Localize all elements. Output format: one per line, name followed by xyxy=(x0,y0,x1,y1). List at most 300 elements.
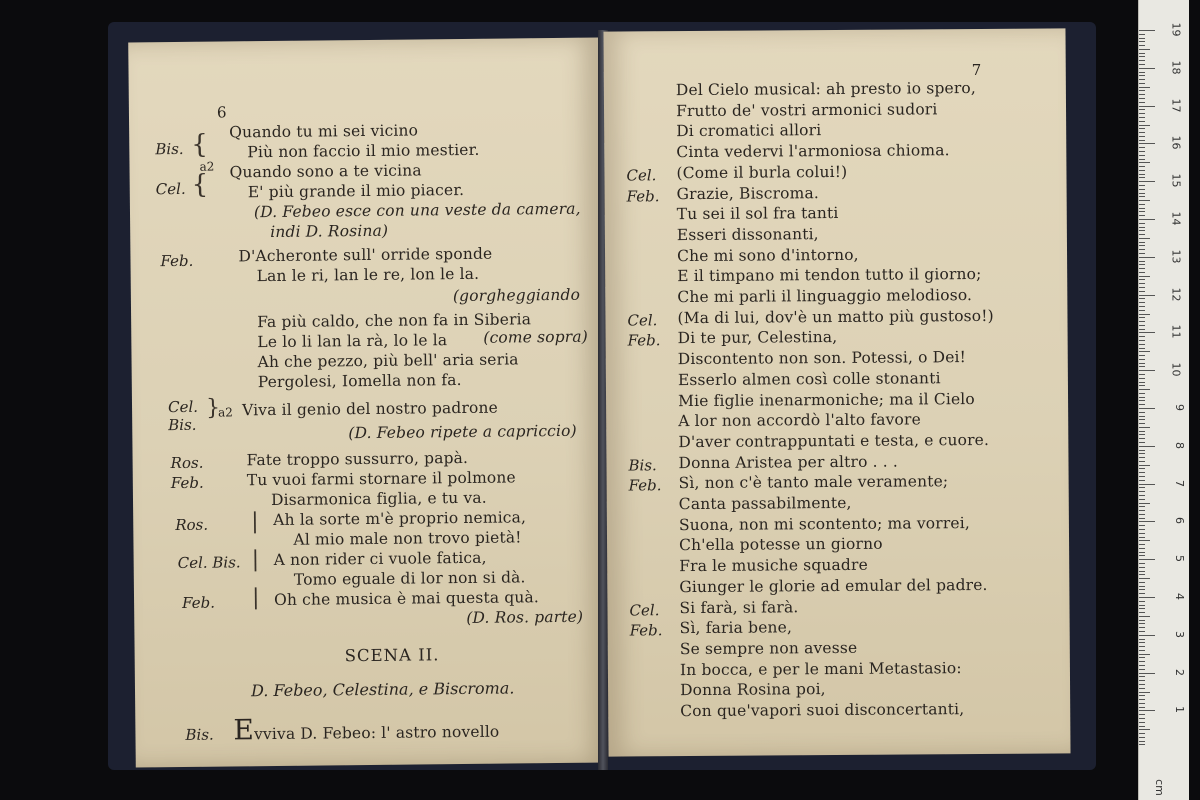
ruler-tick xyxy=(1139,608,1145,609)
ruler-tick xyxy=(1139,605,1145,606)
ruler-tick xyxy=(1139,457,1145,458)
ruler-tick xyxy=(1139,593,1145,594)
ruler-tick xyxy=(1139,366,1145,367)
speaker-label: Bis. xyxy=(185,725,214,744)
ruler-tick xyxy=(1139,140,1145,141)
ruler-tick xyxy=(1139,684,1145,685)
brace: | xyxy=(251,509,259,535)
ruler-tick xyxy=(1139,245,1145,246)
ruler-tick xyxy=(1139,408,1155,409)
ruler-tick xyxy=(1139,306,1145,307)
verse-line: Lan le ri, lan le re, lon le la. xyxy=(256,264,480,286)
verse-line: Donna Rosina poi, xyxy=(680,680,826,700)
verse-line: Donna Aristea per altro . . . xyxy=(678,452,899,472)
ruler-tick xyxy=(1139,276,1150,277)
ruler-number: 6 xyxy=(1173,517,1186,525)
ruler-tick xyxy=(1139,669,1145,670)
ruler-tick xyxy=(1139,404,1145,405)
ruler-tick xyxy=(1139,589,1145,590)
ruler-tick xyxy=(1139,657,1145,658)
ruler-tick xyxy=(1139,416,1145,417)
ruler-tick xyxy=(1139,434,1145,435)
ruler-tick xyxy=(1139,650,1145,651)
verse-line: Le lo li lan la rà, lo le la xyxy=(257,331,448,352)
ruler-tick xyxy=(1139,540,1150,541)
ruler-tick xyxy=(1139,692,1150,693)
ruler-number: 12 xyxy=(1169,287,1183,302)
brace: { xyxy=(191,169,209,200)
ruler-tick xyxy=(1139,151,1145,152)
ruler-number: 3 xyxy=(1173,630,1186,638)
ruler-tick xyxy=(1139,438,1145,439)
ruler-tick xyxy=(1139,574,1145,575)
ruler-tick xyxy=(1139,616,1150,617)
ruler-tick xyxy=(1139,359,1145,360)
ruler-tick xyxy=(1139,230,1145,231)
ruler-tick xyxy=(1139,193,1145,194)
ruler-tick xyxy=(1139,72,1145,73)
verse-line: Pergolesi, Iomella non fa. xyxy=(257,371,462,392)
verse-line: Fra le musiche squadre xyxy=(679,555,868,576)
ruler-tick xyxy=(1139,646,1145,647)
ruler-tick xyxy=(1139,113,1145,114)
ruler-tick xyxy=(1139,484,1155,485)
verse-line: Fa più caldo, che non fa in Siberia xyxy=(257,310,532,332)
speaker-label: Bis. xyxy=(628,455,657,475)
verse-line: Se sempre non avesse xyxy=(679,638,858,658)
verse-line: Giunger le glorie ad emular del padre. xyxy=(679,575,988,596)
ruler-tick xyxy=(1139,676,1145,677)
verse-line: A lor non accordò l'alto favore xyxy=(678,410,921,431)
ruler-tick xyxy=(1139,718,1145,719)
verse-line: Canta passabilmente, xyxy=(678,493,852,514)
ruler-tick xyxy=(1139,53,1145,54)
ruler-tick xyxy=(1139,227,1145,228)
verse-line: Quando tu mi sei vicino xyxy=(229,121,419,142)
ruler-tick xyxy=(1139,60,1145,61)
ruler-tick xyxy=(1139,143,1155,144)
ruler-tick xyxy=(1139,548,1145,549)
ruler-tick xyxy=(1139,446,1155,447)
ruler-tick xyxy=(1139,200,1150,201)
ruler-tick xyxy=(1139,94,1145,95)
ruler-tick xyxy=(1139,419,1145,420)
verse-line: Più non faccio il mio mestier. xyxy=(247,140,480,162)
verse-line: Grazie, Biscroma. xyxy=(676,183,819,203)
ruler-tick xyxy=(1139,642,1145,643)
speaker-label: Cel. xyxy=(167,397,199,417)
ruler-tick xyxy=(1139,109,1145,110)
ruler-tick xyxy=(1139,453,1145,454)
ruler-tick xyxy=(1139,729,1150,730)
ruler-tick xyxy=(1139,563,1145,564)
ruler-tick xyxy=(1139,744,1145,745)
ruler-tick xyxy=(1139,480,1145,481)
brace: } xyxy=(205,395,221,421)
ruler-tick xyxy=(1139,329,1145,330)
verse-line: In bocca, e per le mani Metastasio: xyxy=(679,658,962,679)
ruler-tick xyxy=(1139,476,1145,477)
ruler-tick xyxy=(1139,559,1155,560)
ruler-tick xyxy=(1139,601,1145,602)
speaker-label: Cel. xyxy=(629,600,660,619)
speaker-label: Cel. xyxy=(627,310,658,330)
verse-line: Ah che pezzo, più bell' aria seria xyxy=(257,350,519,372)
ruler-tick xyxy=(1139,196,1145,197)
a2-mark: a2 xyxy=(218,405,233,420)
stage-direction: (D. Febeo ripete a capriccio) xyxy=(348,421,577,443)
ruler-tick xyxy=(1139,174,1145,175)
ruler-tick xyxy=(1139,733,1145,734)
stage-direction: (gorgheggiando xyxy=(452,285,581,306)
verse-line: Del Cielo musical: ah presto io spero, xyxy=(675,79,976,100)
verse-line: Sì, faria bene, xyxy=(679,618,793,638)
ruler-tick xyxy=(1139,680,1145,681)
verse-line: Mie figlie inenarmoniche; ma il Cielo xyxy=(677,389,975,410)
verse-line: Esseri dissonanti, xyxy=(676,225,819,245)
ruler-number: 16 xyxy=(1169,135,1183,150)
verse-line: E' più grande il mio piacer. xyxy=(247,180,465,202)
speaker-label: Cel. xyxy=(626,166,657,185)
verse-line: E il timpano mi tendon tutto il giorno; xyxy=(677,265,982,286)
ruler-tick xyxy=(1139,317,1145,318)
speaker-label: Feb. xyxy=(626,186,660,205)
ruler-tick xyxy=(1139,468,1145,469)
ruler-tick xyxy=(1139,302,1145,303)
page-number: 7 xyxy=(971,60,982,80)
a2-mark: a2 xyxy=(199,159,215,174)
ruler-tick xyxy=(1139,242,1145,243)
ruler-number: 11 xyxy=(1169,324,1183,339)
ruler-tick xyxy=(1139,423,1145,424)
ruler-tick xyxy=(1139,597,1155,598)
ruler-tick xyxy=(1139,314,1150,315)
ruler-tick xyxy=(1139,325,1145,326)
verse-line xyxy=(233,711,499,747)
stage-direction: indi D. Rosina) xyxy=(270,221,389,242)
left-page xyxy=(128,38,606,768)
ruler-tick xyxy=(1139,79,1145,80)
ruler-tick xyxy=(1139,272,1145,273)
ruler-number: 17 xyxy=(1169,98,1183,113)
ruler-tick xyxy=(1139,261,1145,262)
ruler-tick xyxy=(1139,208,1145,209)
ruler-tick xyxy=(1139,427,1150,428)
ruler-tick xyxy=(1139,654,1150,655)
stage-direction: (come sopra) xyxy=(483,327,588,347)
ruler-tick xyxy=(1139,450,1145,451)
verse-line: Frutto de' vostri armonici sudori xyxy=(675,99,938,120)
verse-line: Tu vuoi farmi stornare il polmone xyxy=(246,468,516,490)
ruler-tick xyxy=(1139,287,1145,288)
ruler-tick xyxy=(1139,544,1145,545)
ruler-tick xyxy=(1139,298,1145,299)
ruler-tick xyxy=(1139,688,1145,689)
drop-initial: E xyxy=(233,713,255,747)
ruler-tick xyxy=(1139,673,1155,674)
ruler-tick xyxy=(1139,503,1150,504)
ruler-tick xyxy=(1139,56,1145,57)
ruler-tick xyxy=(1139,363,1145,364)
ruler-tick xyxy=(1139,41,1145,42)
ruler-tick xyxy=(1139,571,1145,572)
speaker-label: Ros. xyxy=(170,453,204,473)
ruler-number: 9 xyxy=(1173,404,1186,411)
verse-line: Suona, non mi scontento; ma vorrei, xyxy=(678,513,970,534)
ruler-tick xyxy=(1139,30,1155,31)
ruler-tick xyxy=(1139,283,1145,284)
ruler-tick xyxy=(1139,400,1145,401)
ruler-tick xyxy=(1139,117,1145,118)
ruler-number: 7 xyxy=(1173,479,1186,487)
ruler-tick xyxy=(1139,521,1155,522)
ruler-tick xyxy=(1139,552,1145,553)
ruler-tick xyxy=(1139,378,1145,379)
ruler-tick xyxy=(1139,38,1145,39)
verse-line: Che mi parli il linguaggio melodioso. xyxy=(677,286,973,307)
ruler-tick xyxy=(1139,412,1145,413)
ruler-tick xyxy=(1139,128,1145,129)
speaker-label: Feb. xyxy=(181,593,216,612)
ruler-tick xyxy=(1139,64,1145,65)
ruler-tick xyxy=(1139,219,1155,220)
verse-line: Tomo eguale di lor non si dà. xyxy=(293,568,526,589)
ruler-tick xyxy=(1139,707,1145,708)
ruler-number: 13 xyxy=(1169,249,1183,264)
verse-line: (Come il burla colui!) xyxy=(676,162,848,182)
verse-line: Viva il genio del nostro padrone xyxy=(241,398,499,420)
verse-line: Di cromatici allori xyxy=(676,121,822,141)
ruler-tick xyxy=(1139,90,1145,91)
ruler-tick xyxy=(1139,132,1145,133)
ruler-tick xyxy=(1139,34,1145,35)
ruler-tick xyxy=(1139,514,1145,515)
ruler-tick xyxy=(1139,177,1145,178)
ruler-number: 5 xyxy=(1173,555,1186,563)
ruler-tick xyxy=(1139,737,1145,738)
stage-direction: (D. Febeo esce con una veste da camera, xyxy=(253,199,581,222)
ruler-tick xyxy=(1139,211,1145,212)
ruler-tick xyxy=(1139,612,1145,613)
ruler-tick xyxy=(1139,223,1145,224)
ruler-number: 2 xyxy=(1173,668,1186,676)
ruler-tick xyxy=(1139,147,1145,148)
ruler-tick xyxy=(1139,102,1145,103)
verse-line: Tu sei il sol fra tanti xyxy=(676,204,839,224)
ruler-tick xyxy=(1139,355,1145,356)
speaker-label: Bis. xyxy=(155,139,184,159)
ruler-tick xyxy=(1139,533,1145,534)
ruler-tick xyxy=(1139,431,1145,432)
ruler-tick xyxy=(1139,75,1145,76)
ruler-tick xyxy=(1139,264,1145,265)
ruler-number: 10 xyxy=(1169,362,1183,377)
ruler-tick xyxy=(1139,499,1145,500)
ruler-tick xyxy=(1139,249,1145,250)
ruler-tick xyxy=(1139,279,1145,280)
verse-line: Esserlo almen così colle stonanti xyxy=(677,369,941,389)
ruler-number: 1 xyxy=(1173,706,1186,714)
ruler-tick xyxy=(1139,623,1145,624)
ruler-tick xyxy=(1139,162,1150,163)
verse-line: Che mi sono d'intorno, xyxy=(676,245,859,265)
ruler-tick xyxy=(1139,631,1145,632)
speaker-label: Feb. xyxy=(170,473,204,493)
ruler-tick xyxy=(1139,125,1150,126)
ruler-tick xyxy=(1139,627,1145,628)
ruler-tick xyxy=(1139,106,1155,107)
ruler-tick xyxy=(1139,586,1145,587)
verse-line: D'aver contrappuntati e testa, e cuore. xyxy=(678,430,990,451)
ruler-tick xyxy=(1139,49,1150,50)
ruler-tick xyxy=(1139,506,1145,507)
ruler-tick xyxy=(1139,370,1155,371)
ruler-tick xyxy=(1139,181,1155,182)
ruler-tick xyxy=(1139,703,1145,704)
ruler-tick xyxy=(1139,635,1155,636)
ruler-tick xyxy=(1139,234,1145,235)
ruler-number: 19 xyxy=(1169,22,1183,37)
ruler-tick xyxy=(1139,537,1145,538)
ruler-tick xyxy=(1139,393,1145,394)
verse-line: Si farà, si farà. xyxy=(679,597,799,617)
measuring-ruler xyxy=(1138,0,1189,800)
brace: | xyxy=(251,585,260,611)
ruler-tick xyxy=(1139,159,1145,160)
right-page xyxy=(603,28,1070,756)
ruler-tick xyxy=(1139,495,1145,496)
ruler-unit: cm xyxy=(1152,779,1166,796)
ruler-tick xyxy=(1139,121,1145,122)
ruler-tick xyxy=(1139,170,1145,171)
ruler-tick xyxy=(1139,348,1145,349)
brace: | xyxy=(251,547,260,573)
verse-line: Disarmonica figlia, e tu va. xyxy=(270,488,487,510)
ruler-number: 8 xyxy=(1173,441,1186,449)
ruler-tick xyxy=(1139,726,1145,727)
speaker-label: Feb. xyxy=(160,251,194,271)
ruler-tick xyxy=(1139,582,1145,583)
verse-line: Sì, non c'è tanto male veramente; xyxy=(678,472,949,493)
ruler-tick xyxy=(1139,699,1145,700)
brace: { xyxy=(191,129,208,160)
ruler-tick xyxy=(1139,189,1145,190)
speaker-label: Bis. xyxy=(168,415,197,435)
verse-line: D'Acheronte sull' orride sponde xyxy=(238,244,493,266)
ruler-tick xyxy=(1139,525,1145,526)
ruler-tick xyxy=(1139,639,1145,640)
ruler-tick xyxy=(1139,253,1145,254)
ruler-tick xyxy=(1139,83,1145,84)
ruler-tick xyxy=(1139,555,1145,556)
verse-line: Discontento non son. Potessi, o Dei! xyxy=(677,348,967,369)
ruler-tick xyxy=(1139,442,1145,443)
speaker-label: Ros. xyxy=(175,515,209,535)
ruler-tick xyxy=(1139,204,1145,205)
speaker-label: Cel. xyxy=(155,179,186,199)
ruler-tick xyxy=(1139,461,1145,462)
verse-line: Ch'ella potesse un giorno xyxy=(679,535,883,555)
ruler-tick xyxy=(1139,465,1150,466)
verse-line: Cinta vedervi l'armoniosa chioma. xyxy=(676,141,950,162)
ruler-tick xyxy=(1139,397,1145,398)
verse-line: Ah la sorte m'è proprio nemica, xyxy=(273,508,527,529)
page-number: 6 xyxy=(216,103,227,122)
ruler-tick xyxy=(1139,332,1155,333)
ruler-tick xyxy=(1139,710,1155,711)
verse-line: Di te pur, Celestina, xyxy=(677,328,838,348)
ruler-tick xyxy=(1139,166,1145,167)
ruler-tick xyxy=(1139,45,1145,46)
ruler-tick xyxy=(1139,491,1145,492)
verse-line: Con que'vapori suoi disconcertanti, xyxy=(680,700,965,721)
ruler-number: 14 xyxy=(1169,211,1183,226)
ruler-tick xyxy=(1139,567,1145,568)
speaker-label: Feb. xyxy=(629,621,663,640)
ruler-tick xyxy=(1139,665,1145,666)
ruler-tick xyxy=(1139,185,1145,186)
speaker-label: Feb. xyxy=(628,476,662,495)
verse-line: Al mio male non trovo pietà! xyxy=(293,528,522,549)
ruler-tick xyxy=(1139,529,1145,530)
verse-line: A non rider ci vuole fatica, xyxy=(273,548,487,569)
ruler-number: 4 xyxy=(1173,593,1186,600)
ruler-tick xyxy=(1139,695,1145,696)
ruler-tick xyxy=(1139,344,1145,345)
ruler-tick xyxy=(1139,722,1145,723)
ruler-tick xyxy=(1139,310,1145,311)
ruler-tick xyxy=(1139,98,1145,99)
ruler-tick xyxy=(1139,510,1145,511)
ruler-tick xyxy=(1139,257,1155,258)
scene-characters: D. Febeo, Celestina, e Biscroma. xyxy=(250,678,515,701)
ruler-tick xyxy=(1139,661,1145,662)
ruler-number: 18 xyxy=(1169,60,1183,75)
ruler-tick xyxy=(1139,518,1145,519)
ruler-tick xyxy=(1139,472,1145,473)
verse-line: (Ma di lui, dov'è un matto più gustoso!) xyxy=(677,306,994,327)
speaker-label: Cel. Bis. xyxy=(177,553,241,572)
verse-line-text: vviva D. Febeo: l' astro novello xyxy=(253,722,500,744)
ruler-tick xyxy=(1139,238,1150,239)
ruler-tick xyxy=(1139,87,1150,88)
ruler-tick xyxy=(1139,291,1145,292)
ruler-tick xyxy=(1139,340,1145,341)
ruler-tick xyxy=(1139,714,1145,715)
scene-heading: SCENA II. xyxy=(344,645,440,666)
ruler-tick xyxy=(1139,136,1145,137)
ruler-tick xyxy=(1139,374,1145,375)
ruler-tick xyxy=(1139,385,1145,386)
ruler-number: 15 xyxy=(1169,173,1183,188)
ruler-tick xyxy=(1139,68,1155,69)
ruler-tick xyxy=(1139,741,1145,742)
ruler-tick xyxy=(1139,336,1145,337)
ruler-tick xyxy=(1139,295,1155,296)
ruler-tick xyxy=(1139,215,1145,216)
ruler-tick xyxy=(1139,487,1145,488)
verse-line: Oh che musica è mai questa quà. xyxy=(273,588,540,609)
speaker-label: Feb. xyxy=(627,331,661,350)
ruler-tick xyxy=(1139,268,1145,269)
ruler-tick xyxy=(1139,382,1145,383)
stage-direction: (D. Ros. parte) xyxy=(466,607,584,627)
verse-line: Quando sono a te vicina xyxy=(229,161,422,182)
ruler-tick xyxy=(1139,351,1150,352)
ruler-tick xyxy=(1139,389,1150,390)
ruler-tick xyxy=(1139,578,1150,579)
ruler-tick xyxy=(1139,321,1145,322)
